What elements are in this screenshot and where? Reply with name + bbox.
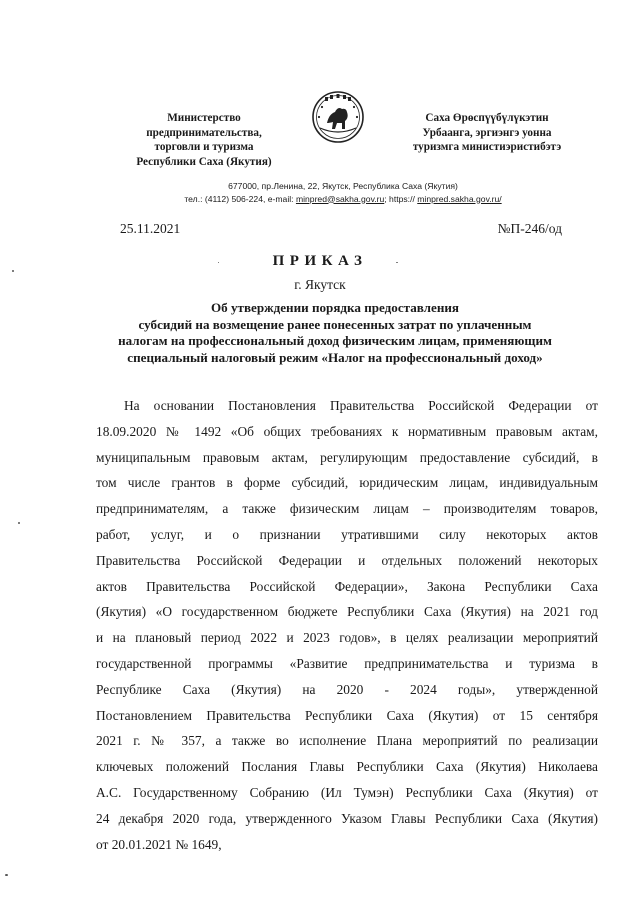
scan-speck: [218, 262, 219, 263]
body-line: На основании Постановления Правительства Российской Федерации от: [124, 398, 598, 413]
body-line: 18.09.2020 № 1492 «Об общих требованиях к нормативным правовым актам,: [96, 423, 598, 439]
phone-text: тел.: (4112) 506-224, e-mail:: [184, 193, 296, 204]
address-line: 677000, пр.Ленина, 22, Якутск, Республика Саха (Якутия): [228, 181, 458, 191]
contacts-line: [168, 193, 518, 206]
email-link[interactable]: minpred@sakha.gov.ru: [295, 193, 385, 204]
scan-speck: [12, 270, 14, 272]
ministry-name-line: Саха Өрөспүүбүлүкэтин: [425, 112, 549, 124]
ministry-name-line: Республики Саха (Якутия): [136, 155, 272, 168]
ministry-name-sakha: [394, 111, 580, 155]
body-line: Постановлением Правительства Республики Саха (Якутия) от 15 сентября: [96, 707, 598, 723]
body-line: Республике Саха (Якутия) на 2020 - 2024 годы», утвержденной: [96, 681, 598, 697]
subject-line: налогам на профессиональный доход физическим лицам, применяющим: [118, 333, 552, 349]
scan-speck: [5, 874, 8, 876]
body-line: Правительства Российской Федерации и отдельных положений некоторых: [96, 552, 598, 568]
body-line: работ, услуг, и о признании утратившими силу некоторых актов: [96, 526, 598, 542]
scan-speck: [18, 522, 20, 524]
body-line: и на плановый период 2022 и 2023 годов», в целях реализации мероприятий: [96, 630, 598, 646]
body-line: актов Правительства Российской Федерации», Закона Республики Саха: [96, 578, 598, 594]
body-line: (Якутия) «О государственном бюджете Республики Саха (Якутия) на 2021 год: [96, 604, 598, 620]
document-title: ПРИКАЗ: [272, 253, 368, 269]
body-line: 24 декабря 2020 года, утвержденного Указом Главы Республики Саха (Якутия): [96, 810, 598, 826]
body-line: ключевых положений Послания Главы Республики Саха (Якутия) Николаева: [96, 759, 598, 775]
body-line: от 20.01.2021 № 1649,: [96, 836, 222, 852]
body-line: муниципальным правовым актам, регулирующим предоставление субсидий, в: [96, 449, 598, 465]
order-number: №П-246/од: [497, 221, 562, 236]
ministry-name-line: туризмга министиэристибэтэ: [412, 141, 562, 154]
ministry-name-line: Урбаанга, эргиэнгэ уонна: [422, 126, 552, 139]
ministry-name-russian: [120, 111, 288, 169]
scan-speck: [396, 262, 398, 263]
subject-line: специальный налоговый режим «Налог на профессиональный доход»: [127, 349, 543, 365]
ministry-address: [168, 180, 518, 205]
subject-line: Об утверждении порядка предоставления: [210, 300, 460, 315]
order-subject: [80, 300, 590, 366]
body-line: 2021 г. № 357, а также во исполнение Плана мероприятий по реализации: [96, 733, 598, 749]
website-prefix: ; https://: [384, 193, 418, 204]
body-line: государственной программы «Развитие предпринимательства и туризма в: [96, 655, 598, 671]
order-body-paragraph: [96, 393, 598, 857]
body-line: А.С. Государственному Собранию (Ил Тумэн) Республики Саха (Якутия) от: [96, 784, 598, 800]
document-city: г. Якутск: [294, 277, 346, 292]
ministry-name-line: торговли и туризма: [154, 141, 254, 154]
body-line: том числе грантов в форме субсидий, юридическим лицам, индивидуальным: [96, 475, 598, 491]
website-link[interactable]: minpred.sakha.gov.ru/: [417, 193, 502, 204]
ministry-name-line: предпринимательства,: [146, 126, 262, 139]
subject-line: субсидий на возмещение ранее понесенных затрат по уплаченным: [138, 316, 532, 332]
order-date: 25.11.2021: [120, 221, 181, 236]
coat-of-arms-icon: [311, 90, 365, 144]
body-line: предпринимателям, а также физическим лицам – производителям товаров,: [96, 501, 598, 517]
ministry-name-line: Министерство: [167, 112, 241, 124]
